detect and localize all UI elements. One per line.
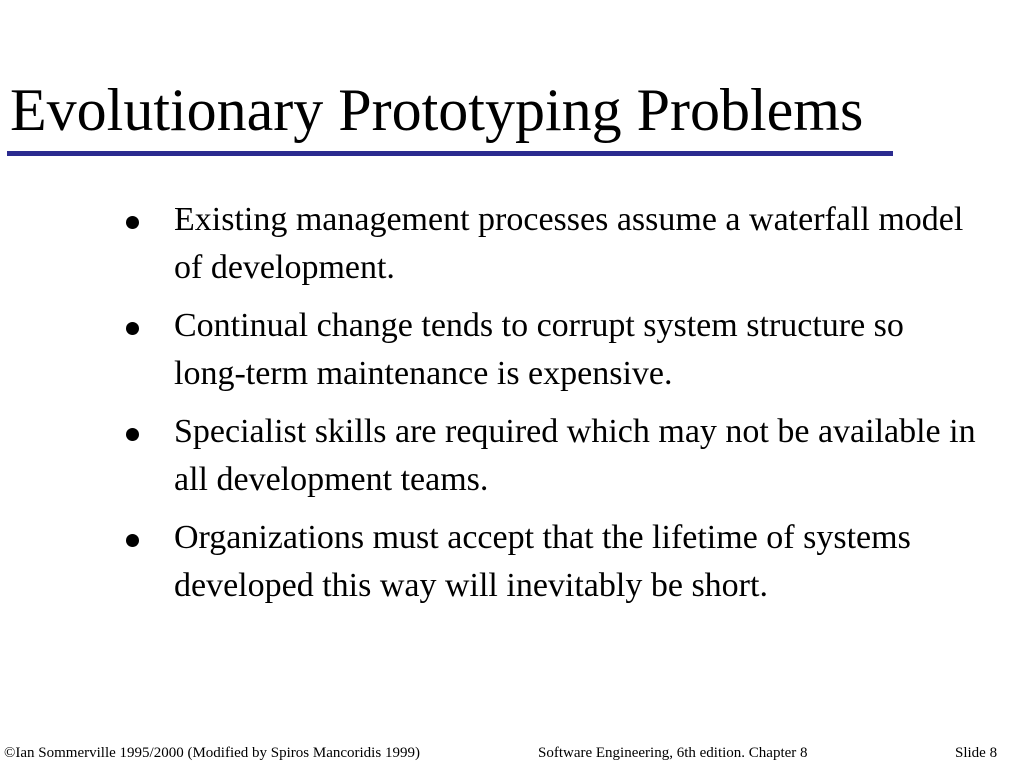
bullet-text: Specialist skills are required which may not be available in all development teams. (174, 413, 976, 498)
bullet-item (120, 302, 980, 398)
bullet-dot-icon (126, 428, 139, 441)
bullet-text: Continual change tends to corrupt system structure so long-term maintenance is expensive. (174, 307, 904, 392)
footer-slide-number: Slide 8 (955, 745, 998, 761)
bullet-dot-icon (126, 216, 139, 229)
bullet-dot-icon (126, 322, 139, 335)
slide-title: Evolutionary Prototyping Problems (10, 77, 864, 143)
bullet-list (120, 196, 980, 620)
bullet-text: Organizations must accept that the lifetime of systems developed this way will inevitably be short. (174, 519, 911, 604)
slide-footer (0, 742, 1024, 764)
footer-copyright: ©Ian Sommerville 1995/2000 (Modified by Spiros Mancoridis 1999) (4, 745, 420, 761)
bullet-item (120, 408, 980, 504)
bullet-text: Existing management processes assume a waterfall model of development. (174, 201, 964, 286)
bullet-item (120, 514, 980, 610)
title-underline (7, 151, 893, 156)
bullet-dot-icon (126, 534, 139, 547)
bullet-item (120, 196, 980, 292)
footer-book-reference: Software Engineering, 6th edition. Chapter 8 (538, 745, 808, 761)
